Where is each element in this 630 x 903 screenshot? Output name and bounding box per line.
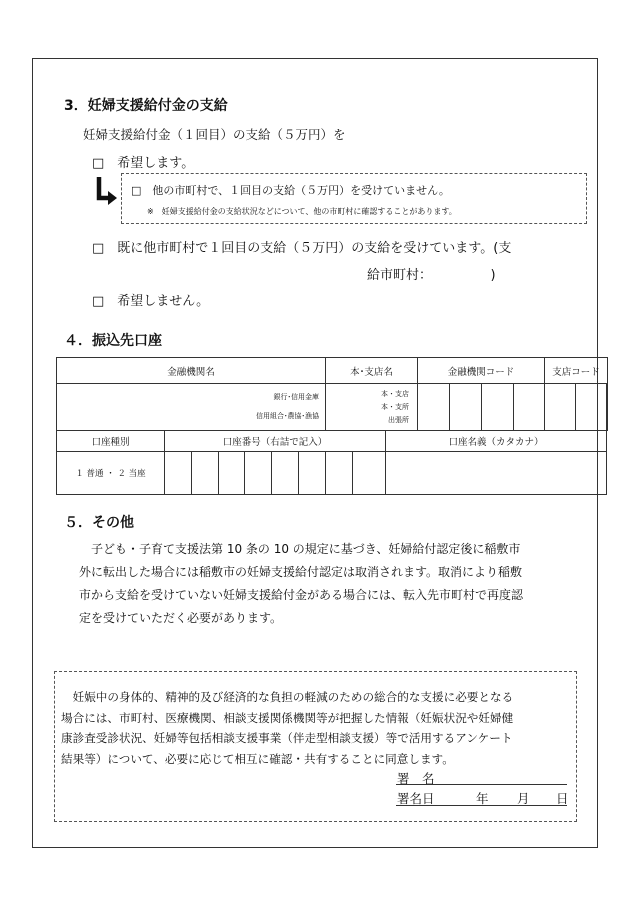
signature-date-field[interactable]: [396, 805, 567, 806]
section4-heading: ４．振込先口座: [64, 333, 162, 349]
consent-line-4: 結果等）について、必要に応じて相互に確認・共有することに同意します。: [61, 751, 454, 766]
return-arrow-icon: [94, 175, 118, 207]
branch-type-1: 本・支店: [381, 389, 409, 398]
signature-field[interactable]: [396, 784, 567, 785]
section3-intro: 妊婦支援給付金（１回目）の支給（５万円）を: [83, 127, 346, 142]
account-holder-field[interactable]: [386, 452, 607, 495]
consent-line-3: 康診査受診状況、妊婦等包括相談支援事業（伴走型相談支援）等で活用するアンケート: [61, 731, 513, 745]
bank-code-digit-1[interactable]: [418, 384, 450, 431]
bank-type-1: 銀行･信用金庫: [273, 393, 319, 401]
signature-date-label: 署名日: [397, 791, 435, 806]
section5-body: [79, 538, 579, 630]
option-received-checkbox[interactable]: □ 既に他市町村で１回目の支給（５万円）の支給を受けています。(支: [92, 241, 512, 256]
header-branch-code: 支店コード: [545, 358, 608, 384]
section5-line-3: 市から支給を受けていない妊婦支援給付金がある場合には、転入先市町村で再度認: [79, 588, 524, 602]
section5-heading: ５．その他: [64, 515, 134, 531]
account-number-digit-7[interactable]: [326, 452, 353, 495]
section5-line-4: 定を受けていただく必要があります。: [79, 611, 283, 625]
account-type-options[interactable]: １ 普通 ・ ２ 当座: [57, 452, 165, 495]
confirmation-note: ※ 妊婦支援給付金の支給状況などについて、他の市町村に確認することがあります。: [147, 207, 457, 216]
date-month-label: 月: [517, 791, 530, 806]
bank-code-digit-2[interactable]: [450, 384, 482, 431]
header-account-holder: 口座名義（カタカナ）: [386, 431, 607, 452]
not-received-checkbox[interactable]: □ 他の市町村で、１回目の支給（５万円）を受けていません。: [131, 184, 450, 197]
bank-type-2: 信用組合･農協･漁協: [256, 412, 319, 420]
bank-name-field[interactable]: [57, 384, 326, 431]
account-number-digit-3[interactable]: [219, 452, 245, 495]
account-number-digit-1[interactable]: [165, 452, 192, 495]
header-bank-code: 金融機関コード: [418, 358, 545, 384]
header-bank-name: 金融機関名: [57, 358, 326, 384]
consent-line-1: 妊娠中の身体的、精神的及び経済的な負担の軽減のための総合的な支援に必要となる: [61, 690, 514, 704]
account-number-digit-6[interactable]: [299, 452, 326, 495]
account-number-spare[interactable]: [353, 452, 386, 495]
branch-code-digit-3[interactable]: [607, 384, 608, 431]
date-day-label: 日: [556, 791, 569, 806]
section5-line-2: 外に転出した場合には稲敷市の妊婦支援給付認定は取消されます。取消により稲敷: [79, 565, 523, 579]
paying-municipality-field[interactable]: 給市町村： ): [367, 268, 496, 283]
account-number-digit-5[interactable]: [272, 452, 299, 495]
bank-account-table: [56, 357, 608, 495]
date-year-label: 年: [476, 791, 489, 806]
branch-type-3: 出張所: [388, 415, 409, 424]
account-number-digit-4[interactable]: [245, 452, 272, 495]
branch-name-field[interactable]: [326, 384, 418, 431]
consent-line-2: 場合には、市町村、医療機関、相談支援関係機関等が把握した情報（妊娠状況や妊婦健: [61, 710, 514, 725]
section5-line-1: 子ども・子育て支援法第 10 条の 10 の規定に基づき、妊婦給付認定後に稲敷市: [79, 542, 521, 556]
section3-heading: 3．妊婦支援給付金の支給: [64, 98, 228, 114]
branch-code-digit-2[interactable]: [576, 384, 607, 431]
account-number-digit-2[interactable]: [192, 452, 219, 495]
bank-code-digit-3[interactable]: [482, 384, 514, 431]
bank-code-digit-4[interactable]: [514, 384, 545, 431]
branch-type-2: 本・支所: [381, 402, 409, 411]
option-no-wish-checkbox[interactable]: □ 希望しません。: [92, 294, 210, 309]
signature-label: 署 名: [397, 771, 435, 786]
branch-code-digit-1[interactable]: [545, 384, 576, 431]
option-wish-checkbox[interactable]: □ 希望します。: [92, 156, 195, 171]
header-account-type: 口座種別: [57, 431, 165, 452]
header-branch-name: 本･支店名: [326, 358, 418, 384]
header-account-number: 口座番号（右詰で記入）: [165, 431, 386, 452]
consent-text: [61, 687, 573, 769]
